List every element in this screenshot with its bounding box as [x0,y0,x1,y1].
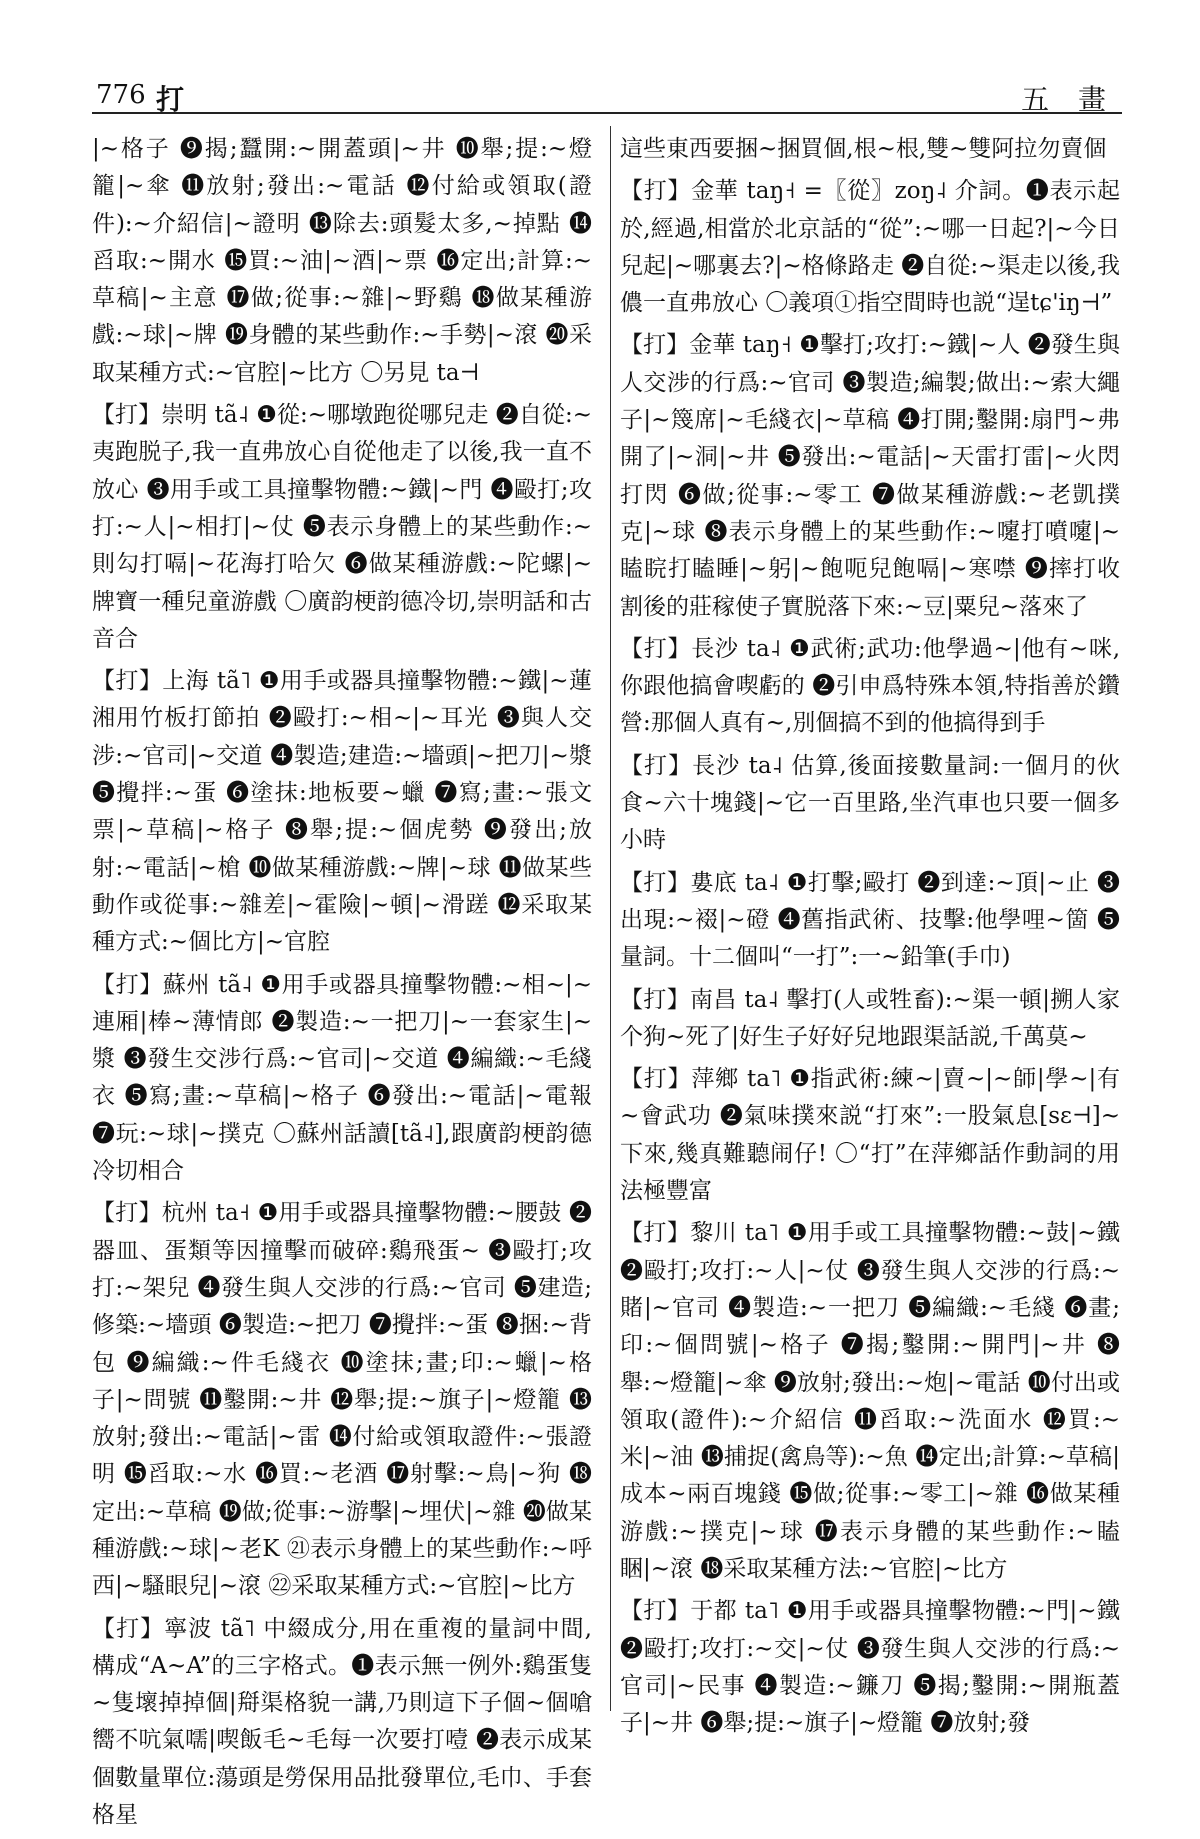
dictionary-entry: 【打】崇明 tã˨ ❶從:~哪墩跑從哪兒走 ❷自從:~夷跑脱子,我一直弗放心自從他走了以後,我一直不放心 ❸用手或工具撞擊物體:~鐵|~門 ❹毆打;攻打:~人|~相打|~仗 ❺表示身體上的某些動作:~則勾打嗝|~花海打哈欠 ❻做某種游戲:~陀螺|~牌寶一種兒童游戲 〇廣韵梗韵德冷切,崇明話和古音合 [92,402,592,652]
dictionary-entry: 【打】萍鄉 ta˥ ❶指武術:練~|賣~|~師|學~|有~會武功 ❷氣味撲來説“打來”:一股氣息[sɛ⊣]~下來,幾真難聽闹仔! 〇“打”在萍鄉話作動詞的用法極豐富 [620,1066,1120,1205]
dictionary-entry: 【打】杭州 ta˧ ❶用手或器具撞擊物體:~腰鼓 ❷器皿、蛋類等因撞擊而破碎:鷄飛蛋~ ❸毆打;攻打:~架兒 ❹發生與人交涉的行爲:~官司 ❺建造;修築:~墻頭 ❻製造:~把刀 ❼攪拌:~蛋 ❽捆:~背包 ❾編織:~件毛綫衣 ❿塗抹;畫;印:~蠟|~格子|~問號 ⓫鑿開:~井 ⓬舉;提:~旗子|~燈籠 ⓭放射;發出:~電話|~雷 ⓮付給或領取證件:~張證明 ⓯舀取:~水 ⓰買:~老酒 ⓱射擊:~鳥|~狗 ⓲定出:~草稿 ⓳做;從事:~游擊|~埋伏|~雜 ⓴做某種游戲:~球|~老K ㉑表示身體上的某些動作:~呼西|~騷眼兒|~滾 ㉒采取某種方式:~官腔|~比方 [92,1200,592,1600]
dictionary-entry: 【打】長沙 ta˨ 估算,後面接數量詞:一個月的伙食~六十塊錢|~它一百里路,坐汽車也只要一個多小時 [620,752,1120,854]
left-column [92,131,592,1839]
head-character: 打 [156,83,185,116]
section-title: 五 畫 [1021,83,1116,116]
page-number: 776 [96,80,146,110]
dictionary-entry: 【打】寧波 tã˥ 中綴成分,用在重複的量詞中間,構成“A~A”的三字格式。❶表示無一例外:鷄蛋隻~隻壞掉掉個|搿渠格貌一講,乃則這下子個~個嗆嚮不吭氣嚅|喫飯毛~毛每一次要打噎 ❷表示成某個數量單位:蕩頭是勞保用品批發單位,毛巾、手套格星 [92,1615,592,1829]
dictionary-entry: 【打】蘇州 tã˨ ❶用手或器具撞擊物體:~相~|~連厢|棒~薄情郎 ❷製造:~一把刀|~一套家生|~漿 ❸發生交涉行爲:~官司|~交道 ❹編織:~毛綫衣 ❺寫;畫:~草稿|~格子 ❻發出:~電話|~電報 ❼玩:~球|~撲克 〇蘇州話讀[tã˨],跟廣韵梗韵德冷切相合 [92,971,592,1185]
dictionary-entry: 【打】南昌 ta˨ 擊打(人或牲畜):~渠一頓|搠人家个狗~死了|好生子好好兒地跟渠話説,千萬莫~ [620,986,1120,1050]
dictionary-entry: 【打】金華 taŋ˧ =〖從〗zoŋ˨ 介詞。❶表示起於,經過,相當於北京話的“從”:~哪一日起?|~今日兒起|~哪裏去?|~格條路走 ❷自從:~渠走以後,我儂一直弗放心 〇義項①指空間時也説“逞tɕ'iŋ⊣” [620,178,1120,317]
dictionary-entry: 這些東西要捆~捆買個,根~根,雙~雙阿拉勿賣個 [620,136,1107,162]
dictionary-entry: 【打】金華 taŋ˧ ❶擊打;攻打:~鐵|~人 ❷發生與人交涉的行爲:~官司 ❸製造;編製;做出:~索大繩子|~篾席|~毛綫衣|~草稿 ❹打開;鑿開:扇門~弗開了|~洞|~井 ❺發出:~電話|~天雷打雷|~火閃打閃 ❻做;從事:~零工 ❼做某種游戲:~老凱撲克|~球 ❽表示身體上的某些動作:~嚔打噴嚔|~瞌睆打瞌睡|~躬|~飽呃兒飽嗝|~寒噤 ❾摔打收割後的莊稼使子實脱落下來:~豆|粟兒~落來了 [620,332,1121,620]
dictionary-entry: 【打】長沙 ta˨ ❶武術;武功:他學過~|他有~咪,你跟他搞會喫虧的 ❷引申爲特殊本領,特指善於鑽營:那個人真有~,別個搞不到的他搞得到手 [620,635,1120,737]
dictionary-entry: |~格子 ❾揭;蠶開:~開蓋頭|~井 ❿舉;提:~燈籠|~傘 ⓫放射;發出:~電話 ⓬付給或領取(證件):~介紹信|~證明 ⓭除去:頭髮太多,~掉點 ⓮舀取:~開水 ⓯買:~油|~酒|~票 ⓰定出;計算:~草稿|~主意 ⓱做;從事:~雜|~野鷄 ⓲做某種游戲:~球|~牌 ⓳身體的某些動作:~手勢|~滾 ⓴采取某種方式:~官腔|~比方 〇另見 ta⊣ [92,136,592,386]
column-divider [610,126,611,1711]
page-header [92,78,1122,114]
dictionary-entry: 【打】黎川 ta˥ ❶用手或工具撞擊物體:~鼓|~鐵 ❷毆打;攻打:~人|~仗 ❸發生與人交涉的行爲:~賭|~官司 ❹製造:~一把刀 ❺編織:~毛綫 ❻畫;印:~個問號|~格子 ❼揭;鑿開:~開門|~井 ❽舉:~燈籠|~傘 ❾放射;發出:~炮|~電話 ❿付出或領取(證件):~介紹信 ⓫舀取:~洗面水 ⓬買:~米|~油 ⓭捕捉(禽鳥等):~魚 ⓮定出;計算:~草稿|成本~兩百塊錢 ⓯做;從事:~零工|~雜 ⓰做某種游戲:~撲克|~球 ⓱表示身體的某些動作:~瞌睏|~滾 ⓲采取某種方法:~官腔|~比方 [620,1220,1121,1582]
dictionary-entry: 【打】婁底 ta˨ ❶打擊;毆打 ❷到達:~頂|~止 ❸出現:~裰|~磴 ❹舊指武術、技擊:他學哩~箇 ❺量詞。十二個叫“一打”:一~鉛筆(手巾) [620,869,1120,971]
dictionary-entry: 【打】上海 tã˥ ❶用手或器具撞擊物體:~鐵|~蓮湘用竹板打節拍 ❷毆打:~相~|~耳光 ❸與人交涉:~官司|~交道 ❹製造;建造:~墻頭|~把刀|~漿 ❺攪拌:~蛋 ❻塗抹:地板要~蠟 ❼寫;畫:~張文票|~草稿|~格子 ❽舉;提:~個虎勢 ❾發出;放射:~電話|~槍 ❿做某種游戲:~牌|~球 ⓫做某些動作或從事:~雜差|~霍險|~頓|~滑蹉 ⓬采取某種方式:~個比方|~官腔 [92,668,592,956]
dictionary-entry: 【打】于都 ta˥ ❶用手或器具撞擊物體:~門|~鐵 ❷毆打;攻打:~交|~仗 ❸發生與人交涉的行爲:~官司|~民事 ❹製造:~鐮刀 ❺揭;鑿開:~開瓶蓋子|~井 ❻舉;提:~旗子|~燈籠 ❼放射;發 [620,1598,1120,1737]
right-column [620,131,1120,1747]
